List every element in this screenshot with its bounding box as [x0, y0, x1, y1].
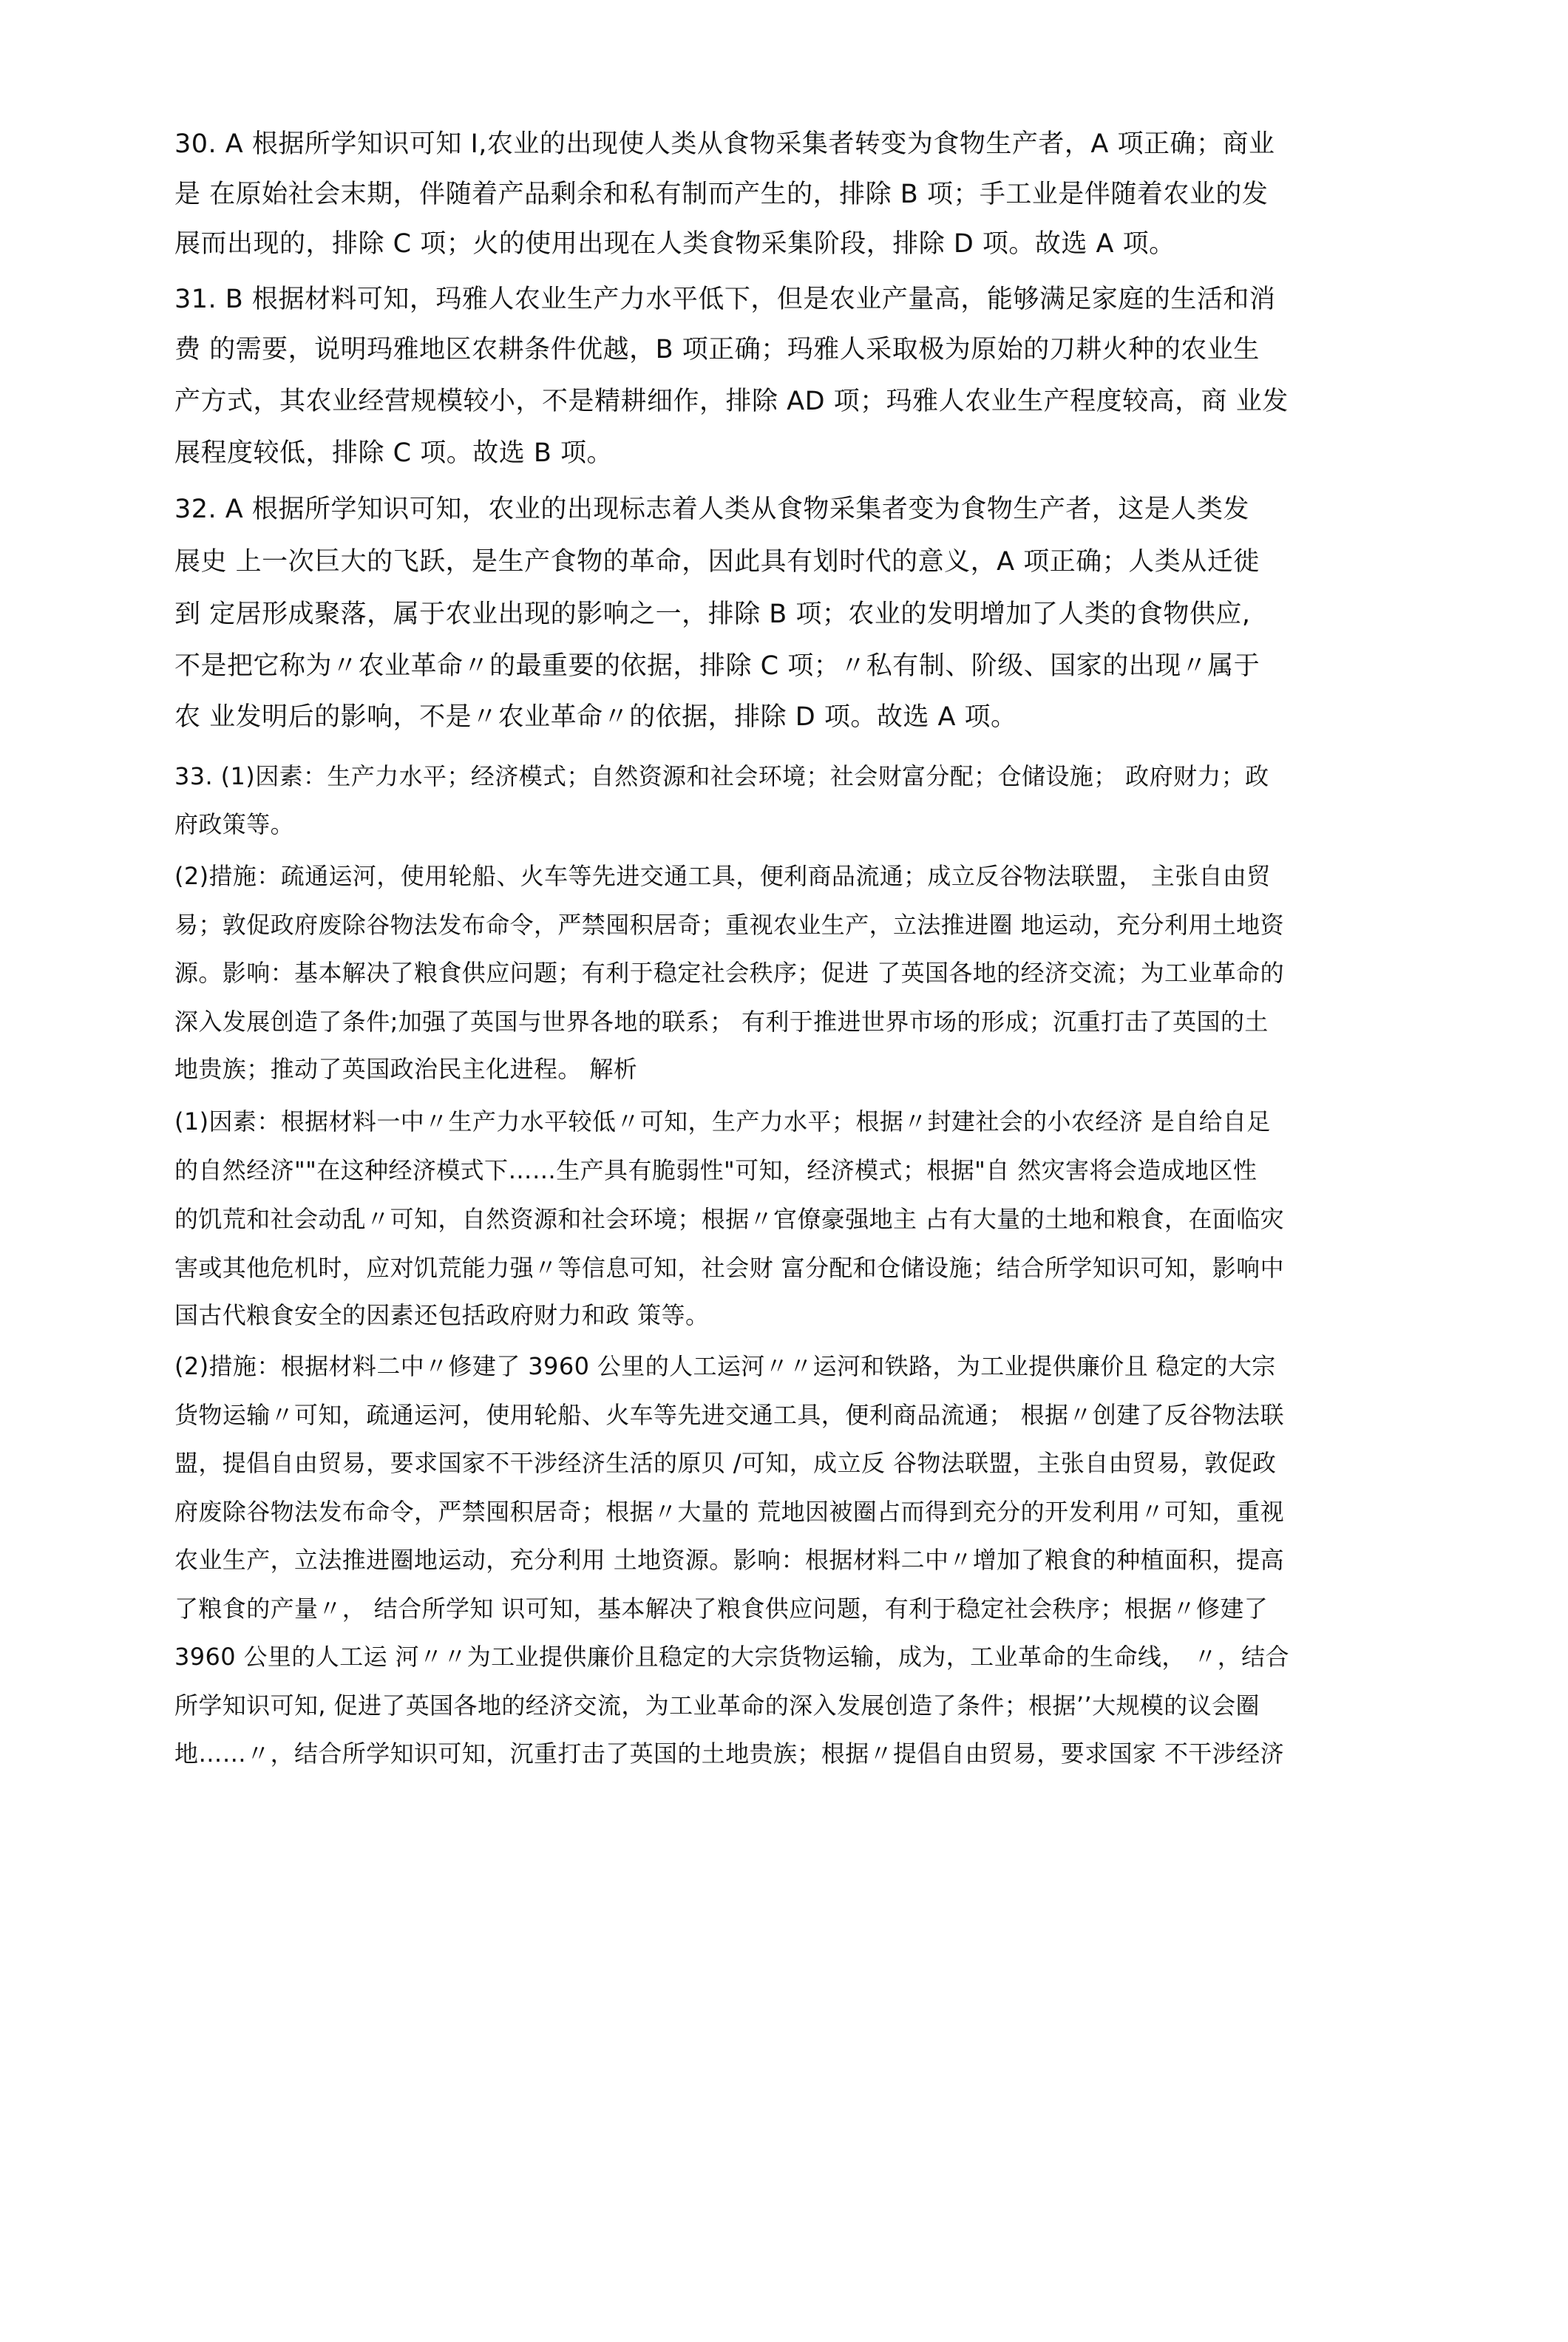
- analysis-2-line-7: 3960 公里的人工运 河〃〃为工业提供廉价且稳定的大宗货物运输，成为，工业革命的生命线， 〃，结合: [174, 1643, 1289, 1671]
- analysis-1-line-5: 国古代粮食安全的因素还包括政府财力和政 策等。: [174, 1301, 710, 1329]
- answer-33-line-4: 易；敦促政府废除谷物法发布命令，严禁囤积居奇；重视农业生产，立法推进圈 地运动，充分利用土地资: [174, 911, 1284, 939]
- analysis-1-line-1: (1)因素：根据材料一中〃生产力水平较低〃可知，生产力水平；根据〃封建社会的小农经济 是自给自足: [174, 1107, 1271, 1136]
- answer-33-line-5: 源。影响：基本解决了粮食供应问题；有利于稳定社会秩序；促进 了英国各地的经济交流；为工业革命的: [174, 959, 1284, 987]
- answer-31-line-4: 展程度较低，排除 C 项。故选 B 项。: [174, 438, 613, 468]
- answer-30-line-3: 展而出现的，排除 C 项；火的使用出现在人类食物采集阶段，排除 D 项。故选 A 项。: [174, 229, 1175, 259]
- answer-32-line-1: 32. A 根据所学知识可知，农业的出现标志着人类从食物采集者变为食物生产者，这是人类发: [174, 495, 1249, 524]
- analysis-1-line-4: 害或其他危机时，应对饥荒能力强〃等信息可知，社会财 富分配和仓储设施；结合所学知识可知，影响中: [174, 1254, 1284, 1282]
- analysis-1-line-3: 的饥荒和社会动乱〃可知，自然资源和社会环境；根据〃官僚豪强地主 占有大量的土地和粮食，在面临灾: [174, 1205, 1284, 1233]
- analysis-2-line-3: 盟，提倡自由贸易，要求国家不干涉经济生活的原贝 /可知，成立反 谷物法联盟，主张自由贸易，敦促政: [174, 1449, 1277, 1477]
- analysis-2-line-8: 所学知识可知, 促进了英国各地的经济交流，为工业革命的深入发展创造了条件；根据’’大规模的议会圈: [174, 1691, 1260, 1720]
- answer-33-line-3: (2)措施：疏通运河，使用轮船、火车等先进交通工具，便利商品流通；成立反谷物法联盟， 主张自由贸: [174, 862, 1271, 890]
- answer-31-line-1: 31. B 根据材料可知，玛雅人农业生产力水平低下，但是农业产量高，能够满足家庭的生活和消: [174, 285, 1276, 314]
- answer-31-line-2: 费 的需要，说明玛雅地区农耕条件优越，B 项正确；玛雅人采取极为原始的刀耕火种的农业生: [174, 335, 1260, 364]
- analysis-1-line-2: 的自然经济""在这种经济模式下……生产具有脆弱性"可知，经济模式；根据"自 然灾害将会造成地区性: [174, 1156, 1258, 1184]
- analysis-2-line-1: (2)措施：根据材料二中〃修建了 3960 公里的人工运河〃〃运河和铁路，为工业提供廉价且 稳定的大宗: [174, 1352, 1276, 1380]
- answer-30-line-1: 30. A 根据所学知识可知 I,农业的出现使人类从食物采集者转变为食物生产者，A 项正确；商业: [174, 129, 1275, 159]
- answer-32-line-3: 到 定居形成聚落，属于农业出现的影响之一，排除 B 项；农业的发明增加了人类的食物供应,: [174, 600, 1251, 629]
- answer-31-line-3: 产方式，其农业经营规模较小，不是精耕细作，排除 AD 项；玛雅人农业生产程度较高，商 业发: [174, 387, 1289, 416]
- answer-33-line-1: 33. (1)因素：生产力水平；经济模式；自然资源和社会环境；社会财富分配；仓储设施； 政府财力；政: [174, 762, 1269, 790]
- analysis-2-line-5: 农业生产，立法推进圈地运动，充分利用 土地资源。影响：根据材料二中〃增加了粮食的种植面积，提高: [174, 1546, 1284, 1574]
- answer-32-line-2: 展史 上一次巨大的飞跃，是生产食物的革命，因此具有划时代的意义，A 项正确；人类从迁徙: [174, 547, 1260, 577]
- answer-33-line-6: 深入发展创造了条件;加强了英国与世界各地的联系； 有利于推进世界市场的形成；沉重打击了英国的土: [174, 1008, 1269, 1036]
- analysis-2-line-4: 府废除谷物法发布命令，严禁囤积居奇；根据〃大量的 荒地因被圈占而得到充分的开发利用〃可知，重视: [174, 1498, 1284, 1526]
- answer-33-line-7: 地贵族；推动了英国政治民主化进程。 解析: [174, 1055, 638, 1083]
- analysis-2-line-9: 地……〃，结合所学知识可知，沉重打击了英国的土地贵族；根据〃提倡自由贸易，要求国家 不干涉经济: [174, 1739, 1284, 1768]
- answer-30-line-2: 是 在原始社会末期，伴随着产品剩余和私有制而产生的，排除 B 项；手工业是伴随着农业的发: [174, 180, 1269, 209]
- answer-32-line-5: 农 业发明后的影响，不是〃农业革命〃的依据，排除 D 项。故选 A 项。: [174, 702, 1017, 732]
- answer-33-line-2: 府政策等。: [174, 810, 295, 838]
- analysis-2-line-2: 货物运输〃可知，疏通运河，使用轮船、火车等先进交通工具，便利商品流通； 根据〃创建了反谷物法联: [174, 1401, 1284, 1429]
- answer-32-line-4: 不是把它称为〃农业革命〃的最重要的依据，排除 C 项；〃私有制、阶级、国家的出现〃属于: [174, 651, 1260, 681]
- analysis-2-line-6: 了粮食的产量〃， 结合所学知 识可知，基本解决了粮食供应问题，有利于稳定社会秩序；根据〃修建了: [174, 1595, 1269, 1623]
